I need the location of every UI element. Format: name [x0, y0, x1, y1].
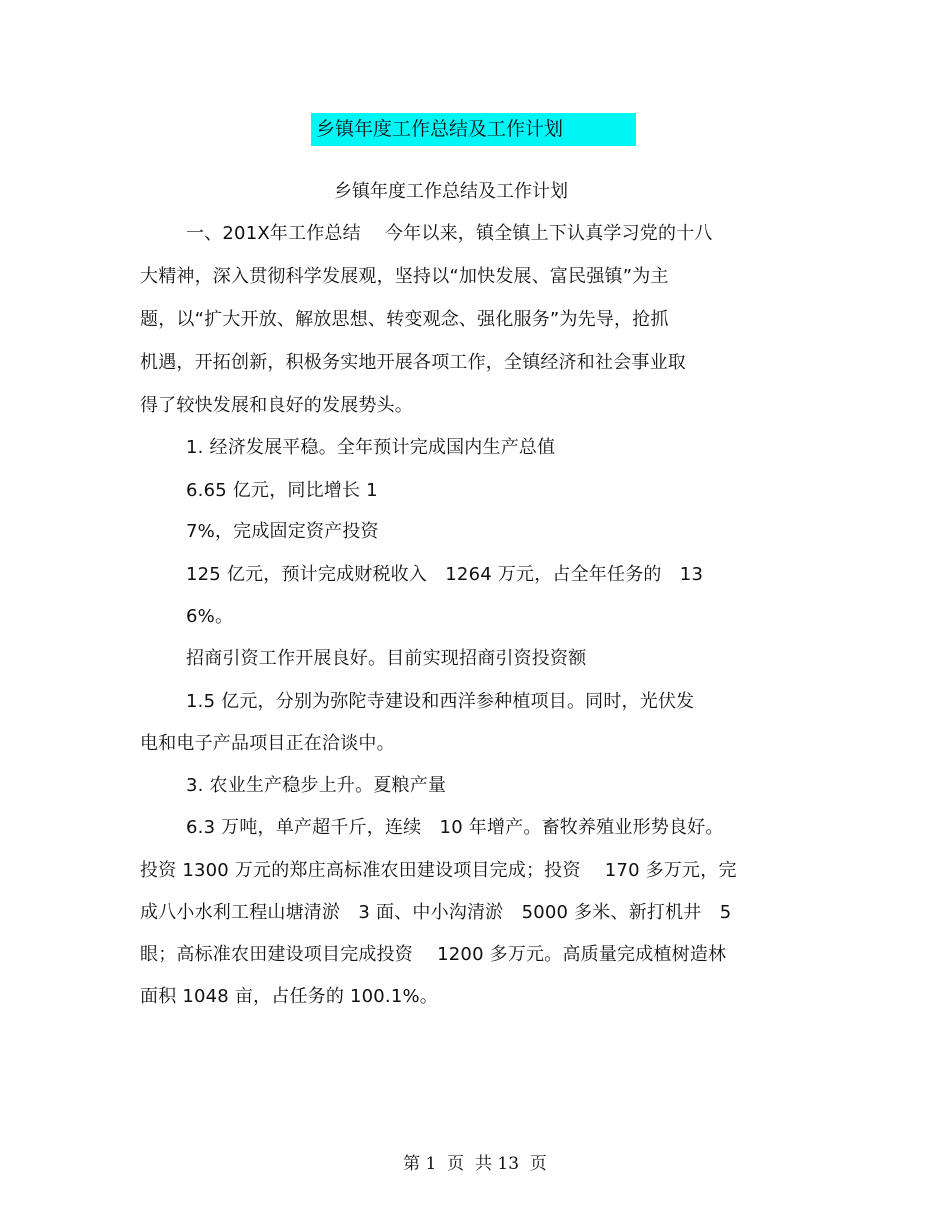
body-line: 6.65 亿元，同比增长 1 — [186, 480, 378, 501]
body-line: 电和电子产品项目正在洽谈中。 — [140, 733, 395, 754]
body-line: 题，以“扩大开放、解放思想、转变观念、强化服务”为先导，抢抓 — [140, 309, 669, 330]
page-footer: 第 1 页 共 13 页 — [403, 1154, 547, 1174]
document-title: 乡镇年度工作总结及工作计划 — [316, 118, 564, 140]
body-line: 成八小水利工程山塘清淤 3 面、中小沟清淤 5000 多米、新打机井 5 — [140, 902, 732, 923]
body-line: 投资 1300 万元的郑庄高标准农田建设项目完成；投资 170 多万元，完 — [140, 860, 737, 881]
body-line: 6%。 — [186, 606, 234, 627]
body-line: 面积 1048 亩，占任务的 100.1%。 — [140, 986, 439, 1007]
body-line: 6.3 万吨，单产超千斤，连续 10 年增产。畜牧养殖业形势良好。 — [186, 817, 724, 838]
body-line: 3. 农业生产稳步上升。夏粮产量 — [186, 775, 447, 796]
body-line: 125 亿元，预计完成财税收入 1264 万元，占全年任务的 13 — [186, 564, 704, 585]
body-line: 机遇，开拓创新，积极务实地开展各项工作，全镇经济和社会事业取 — [140, 352, 686, 373]
body-line: 7%，完成固定资产投资 — [186, 521, 379, 542]
body-line: 1.5 亿元，分别为弥陀寺建设和西洋参种植项目。同时，光伏发 — [186, 691, 695, 712]
body-line: 一、201X年工作总结 今年以来，镇全镇上下认真学习党的十八 — [186, 223, 713, 244]
document-subtitle: 乡镇年度工作总结及工作计划 — [334, 181, 568, 202]
body-line: 眼；高标准农田建设项目完成投资 1200 多万元。高质量完成植树造林 — [140, 944, 727, 965]
body-line: 1. 经济发展平稳。全年预计完成国内生产总值 — [186, 437, 556, 458]
body-line: 招商引资工作开展良好。目前实现招商引资投资额 — [186, 648, 587, 669]
body-line: 大精神，深入贯彻科学发展观，坚持以“加快发展、富民强镇”为主 — [140, 266, 669, 287]
body-line: 得了较快发展和良好的发展势头。 — [140, 395, 413, 416]
